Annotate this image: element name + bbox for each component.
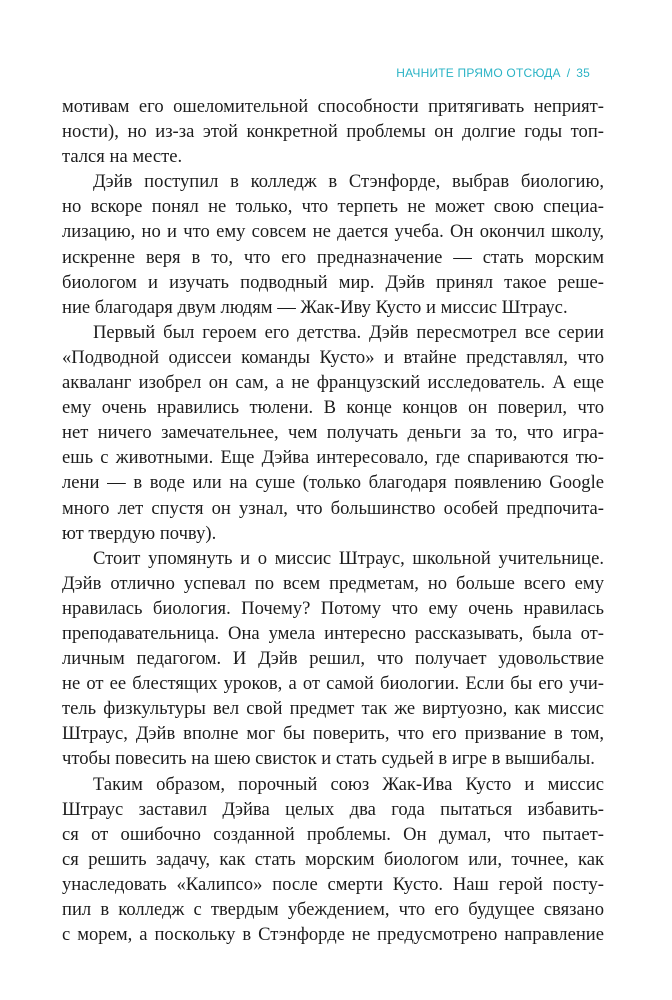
text-line: ют твердую почву). [62,522,217,544]
running-header [396,66,590,80]
text-line: преподавательница. Она умела интересно рассказывать, была от- [62,622,604,644]
text-line: ему очень нравились тюлени. В конце концов он поверил, что [62,397,604,419]
text-line: акваланг изобрел он сам, а не французский исследователь. А еще [62,372,604,394]
text-line: «Подводной одиссеи команды Кусто» и втайне представлял, что [62,346,604,368]
text-line: ешь с животными. Еще Дэйва интересовало, где спариваются тю- [62,447,604,469]
text-line: Первый был героем его детства. Дэйв пересмотрел все серии [93,321,604,343]
text-line: пил в колледж с твердым убеждением, что его будущее связано [62,899,604,920]
text-line: много лет спустя он узнал, что большинство особей предпочита- [62,497,604,519]
text-line: ся решить задачу, как стать морским биологом или, точнее, как [62,848,604,870]
paragraph [62,94,604,169]
text-line: искренне веря в то, что его предназначение — стать морским [62,246,604,268]
text-line: Штраус, Дэйв вполне мог бы поверить, что его призвание в том, [62,723,604,745]
page-number: 35 [576,66,590,80]
text-line: унаследовать «Калипсо» после смерти Кусто. Наш герой посту- [62,873,604,895]
text-line: ся от ошибочно созданной проблемы. Он думал, что пытает- [62,823,604,845]
text-line: лени — в воде или на суше (только благодаря появлению Google [62,472,604,494]
text-line: тель физкультуры вел свой предмет так же виртуозно, как миссис [62,698,604,720]
text-line: Стоит упомянуть и о миссис Штраус, школьной учительнице. [93,547,604,569]
text-line: Дэйв отлично успевал по всем предметам, но больше всего ему [62,572,604,594]
paragraph [62,320,604,546]
text-line: Штраус заставил Дэйва целых два года пытаться избавить- [62,798,604,820]
text-line: ние благодаря двум людям — Жак-Иву Кусто и миссис Штраус. [62,296,568,318]
text-line: нет ничего замечательнее, чем получать деньги за то, что игра- [62,422,604,444]
text-line: ности), но из-за этой конкретной проблемы он долгие годы топ- [62,121,604,143]
text-line: лизацию, но и что ему совсем не дается учеба. Он окончил школу, [62,221,604,243]
paragraph [62,772,604,948]
text-line: с морем, а поскольку в Стэнфорде не предусмотрено направление [62,924,604,946]
text-line: личным педагогом. И Дэйв решил, что получает удовольствие [62,648,604,670]
body-text [62,94,604,947]
text-line: мотивам его ошеломительной способности притягивать неприят- [62,96,604,117]
text-line: не от ее блестящих уроков, а от самой биологии. Если бы его учи- [62,673,604,695]
paragraph [62,169,604,320]
header-separator: / [566,66,571,80]
text-line: Таким образом, порочный союз Жак-Ива Кусто и миссис [93,773,604,795]
text-line: чтобы повесить на шею свисток и стать судьей в игре в вышибалы. [62,748,595,770]
paragraph [62,546,604,772]
text-line: тался на месте. [62,146,183,168]
text-line: Дэйв поступил в колледж в Стэнфорде, выбрав биологию, [93,171,604,193]
text-line: нравилась биология. Почему? Потому что ему очень нравилась [62,597,604,619]
text-line: но вскоре понял не только, что терпеть не может свою специа- [62,196,604,218]
section-title: НАЧНИТЕ ПРЯМО ОТСЮДА [396,66,561,80]
text-line: биологом и изучать подводный мир. Дэйв принял такое реше- [62,271,604,293]
